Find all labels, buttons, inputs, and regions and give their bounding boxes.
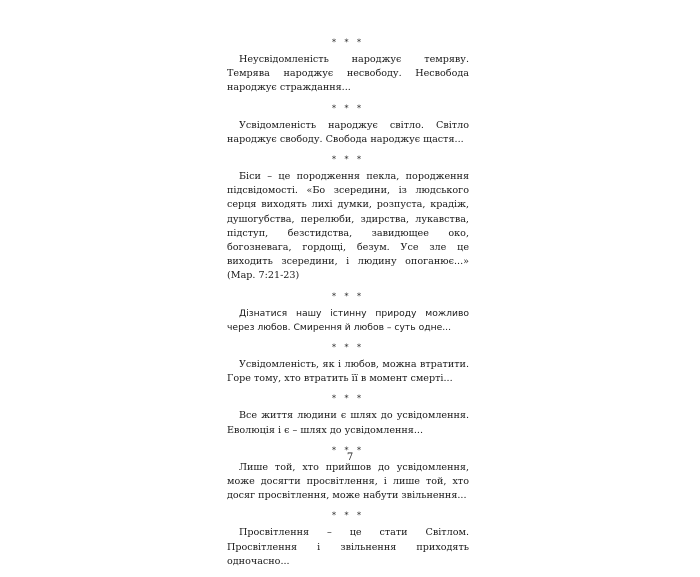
section-separator: * * * bbox=[331, 343, 365, 353]
text-column bbox=[227, 38, 469, 577]
section-separator: * * * bbox=[331, 394, 365, 404]
paragraph-4: Дізнатися нашу істинну природу можливо через любов. Смирення й любов – суть одне... bbox=[227, 307, 469, 333]
paragraph-8: Просвітлення – це стати Світлом. Просвітлення і звільнення приходять одночасно... bbox=[227, 527, 469, 567]
section-separator: * * * bbox=[331, 445, 365, 455]
paragraph-3: Біси – це породження пекла, породження підсвідомості. «Бо зсередини, із людського серця виходять лихі думки, розпуста, крадіж, душогубства, перелюби, здирства, лукавства, підступ, безстидства, завидющее око, богозневага, гордощі, безум. Усе зле це виходить зсередини, і людину опоганює...» (Мар. 7:21-23) bbox=[227, 171, 469, 282]
page-number: 7 bbox=[346, 452, 354, 463]
section-separator: * * * bbox=[331, 155, 365, 165]
section-separator: * * * bbox=[331, 38, 365, 47]
paragraph-1: Неусвідомленість народжує темряву. Темрява народжує несвободу. Несвобода народжує страждання... bbox=[227, 54, 469, 94]
paragraph-7: Лише той, хто прийшов до усвідомлення, може досягти просвітлення, і лише той, хто досяг просвітлення, може набути звільнення... bbox=[227, 461, 469, 502]
paragraph-5: Усвідомленість, як і любов, можна втратити. Горе тому, хто втратить її в момент смерті... bbox=[227, 359, 469, 385]
section-separator: * * * bbox=[331, 511, 365, 521]
section-separator: * * * bbox=[331, 103, 365, 113]
section-separator: * * * bbox=[331, 291, 365, 301]
paragraph-2: Усвідомленість народжує світло. Світло народжує свободу. Свобода народжує щастя... bbox=[227, 119, 469, 145]
paragraph-6: Все життя людини є шлях до усвідомлення. Еволюція і є – шлях до усвідомлення... bbox=[227, 410, 469, 436]
